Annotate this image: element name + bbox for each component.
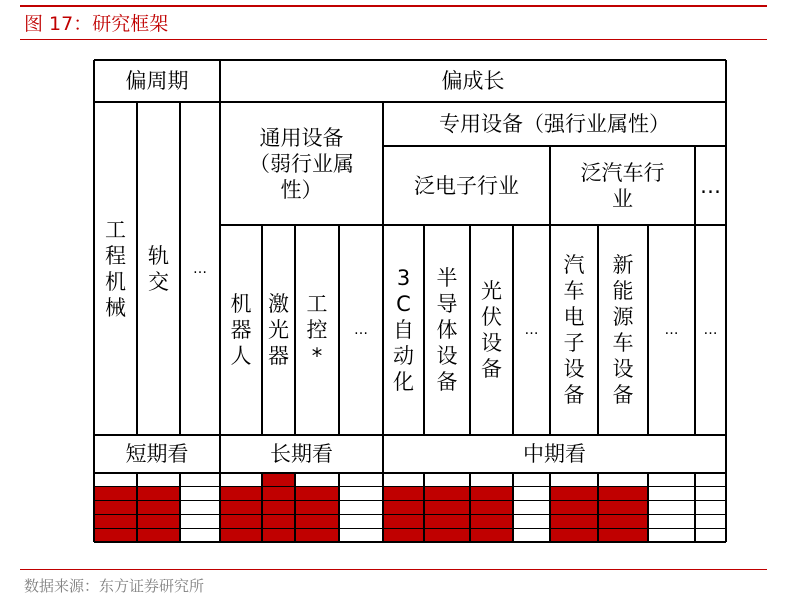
source-rule [20,569,767,570]
column-laser: 激 光 器 [268,292,289,368]
col-line-14 [694,146,696,435]
column-control: 工 控 * [306,292,328,368]
column-auto_more: … [664,322,679,338]
rating-col-line-11 [549,473,551,542]
header-cyclical: 偏周期 [125,69,189,93]
table-left-border [93,60,95,542]
rating-col-line-9 [469,473,471,542]
rating-row-line-4 [94,528,726,529]
column-auto_elec: 汽 车 电 子 设 备 [563,253,585,407]
horizon-divider-1 [219,435,221,473]
col-line-4 [261,225,263,435]
horizon-mid: 中期看 [523,442,586,466]
header-electronics: 泛电子行业 [414,173,519,198]
row-line-5 [94,472,726,474]
rating-row-line-3 [94,514,726,515]
column-nev: 新 能 源 车 设 备 [612,253,634,407]
rating-col-line-2 [179,473,181,542]
horizon-long: 长期看 [270,442,333,466]
col-line-2 [179,102,181,435]
column-rail: 轨 交 [148,243,169,294]
header-growth: 偏成长 [441,69,505,93]
rating-col-line-4 [261,473,263,542]
rating-row-line-2 [94,500,726,501]
header-special-equipment: 专用设备（强行业属性） [439,112,670,136]
rating-col-line-12 [597,473,599,542]
rating-col-line-13 [647,473,649,542]
header-general-equipment: 通用设备 （弱行业属 性） [249,125,354,202]
column-gen_more: … [354,322,368,338]
col-line-8 [423,225,425,435]
col-line-10 [512,225,514,435]
col-line-6 [338,225,340,435]
rating-col-line-14 [694,473,696,542]
data-source: 数据来源：东方证券研究所 [24,577,205,595]
col-line-13 [647,225,649,435]
row-line-1 [94,101,726,103]
rating-row-line-1 [94,486,726,487]
rating-col-line-3 [219,473,221,542]
rating-col-line-10 [512,473,514,542]
rating-col-line-1 [136,473,138,542]
column-robot: 机 器 人 [230,292,252,368]
column-elec_more: … [524,322,539,338]
rating-col-line-8 [423,473,425,542]
header-special-more: … [700,173,721,198]
col-line-12 [597,225,599,435]
col-line-3 [219,60,221,435]
rating-col-line-7 [382,473,384,542]
header-auto: 泛汽车行 业 [580,160,665,211]
column-3c: 3 C 自 动 化 [393,266,414,394]
horizon-short: 短期看 [125,442,189,466]
column-construction: 工 程 机 械 [105,217,126,320]
horizon-divider-2 [382,435,384,473]
col-line-5 [294,225,296,435]
row-line-4 [94,434,726,436]
column-pv: 光 伏 设 备 [481,279,502,381]
rating-row-line-5 [94,541,726,543]
col-line-9 [469,225,471,435]
col-line-7 [382,102,384,435]
row-line-3 [220,224,726,226]
column-semi: 半 导 体 设 备 [436,266,458,394]
rating-bar-laser [262,473,295,542]
table-top-border [94,59,726,61]
rating-col-line-5 [294,473,296,542]
column-cyc_more: … [193,260,207,277]
rating-col-line-6 [338,473,340,542]
table-right-border [725,60,727,542]
row-line-2 [383,145,726,147]
col-line-11 [549,146,551,435]
column-last_more: … [703,322,718,338]
col-line-1 [136,102,138,435]
figure-title: 图 17：研究框架 [24,13,169,35]
